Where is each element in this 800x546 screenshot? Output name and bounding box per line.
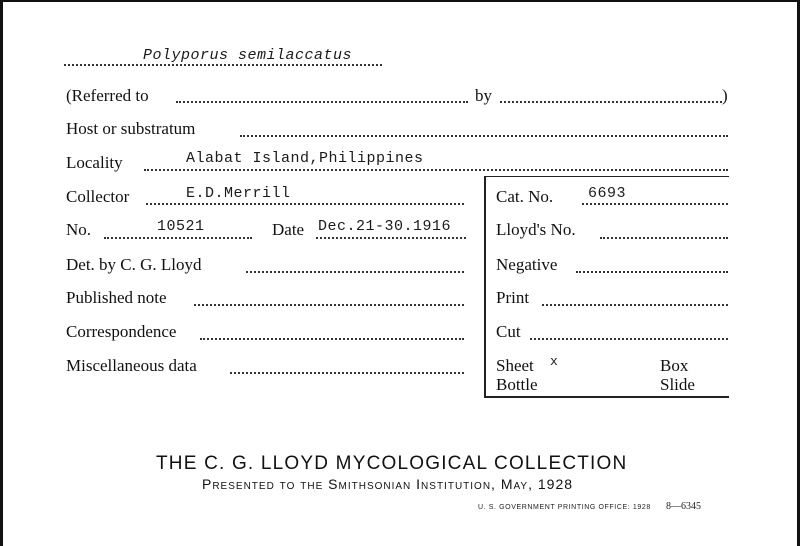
sheet-label: Sheet <box>496 356 534 375</box>
box-label: Box <box>660 356 689 375</box>
species-value: Polyporus semilaccatus <box>143 47 353 64</box>
date-label: Date <box>272 220 305 239</box>
by-label: by <box>475 86 492 105</box>
correspondence-line <box>200 338 464 340</box>
right-box-border-bottom <box>484 396 729 398</box>
footer-title: THE C. G. LLOYD MYCOLOGICAL COLLECTION <box>156 453 628 474</box>
number-label: No. <box>66 220 92 239</box>
card-edge-left <box>0 0 3 546</box>
published-note-label: Published note <box>66 288 167 307</box>
lloyds-no-line <box>600 237 728 239</box>
collector-line <box>146 203 464 205</box>
cut-label: Cut <box>496 322 521 341</box>
date-value: Dec.21-30.1916 <box>318 218 452 235</box>
negative-line <box>576 271 728 273</box>
collector-label: Collector <box>66 187 130 206</box>
host-label: Host or substratum <box>66 119 196 138</box>
lloyds-no-label: Lloyd's No. <box>496 220 576 239</box>
footer-subtitle: Presented to the Smithsonian Institution, May, 1928 <box>202 476 574 492</box>
species-line <box>64 64 382 66</box>
cat-no-label: Cat. No. <box>496 187 554 206</box>
referred-to-line <box>176 101 468 103</box>
published-note-line <box>194 304 464 306</box>
cat-no-line <box>582 203 728 205</box>
cut-line <box>530 338 728 340</box>
slide-label: Slide <box>660 375 695 394</box>
locality-line <box>144 169 728 171</box>
bottle-label: Bottle <box>496 375 538 394</box>
print-label: Print <box>496 288 530 307</box>
right-box-border-top <box>484 176 729 177</box>
right-box-border-left <box>484 176 486 398</box>
date-line <box>316 237 466 239</box>
locality-label: Locality <box>66 153 123 172</box>
number-line <box>104 237 252 239</box>
card-edge-top <box>0 0 800 2</box>
misc-line <box>230 372 464 374</box>
cat-no-value: 6693 <box>588 185 627 202</box>
det-by-line <box>246 271 464 273</box>
host-line <box>240 135 728 137</box>
by-line <box>500 101 722 103</box>
det-by-label: Det. by C. G. Lloyd <box>66 255 202 274</box>
collector-value: E.D.Merrill <box>186 185 291 202</box>
referred-close-paren: ) <box>722 86 728 105</box>
form-number: 8—6345 <box>666 501 701 512</box>
misc-label: Miscellaneous data <box>66 356 197 375</box>
referred-to-label: (Referred to <box>66 86 149 105</box>
number-value: 10521 <box>157 218 205 235</box>
correspondence-label: Correspondence <box>66 322 177 341</box>
negative-label: Negative <box>496 255 558 274</box>
locality-value: Alabat Island,Philippines <box>186 150 424 167</box>
sheet-check-mark: x <box>550 354 559 369</box>
print-line <box>542 304 728 306</box>
printer-imprint: U. S. GOVERNMENT PRINTING OFFICE: 1928 <box>478 504 651 511</box>
